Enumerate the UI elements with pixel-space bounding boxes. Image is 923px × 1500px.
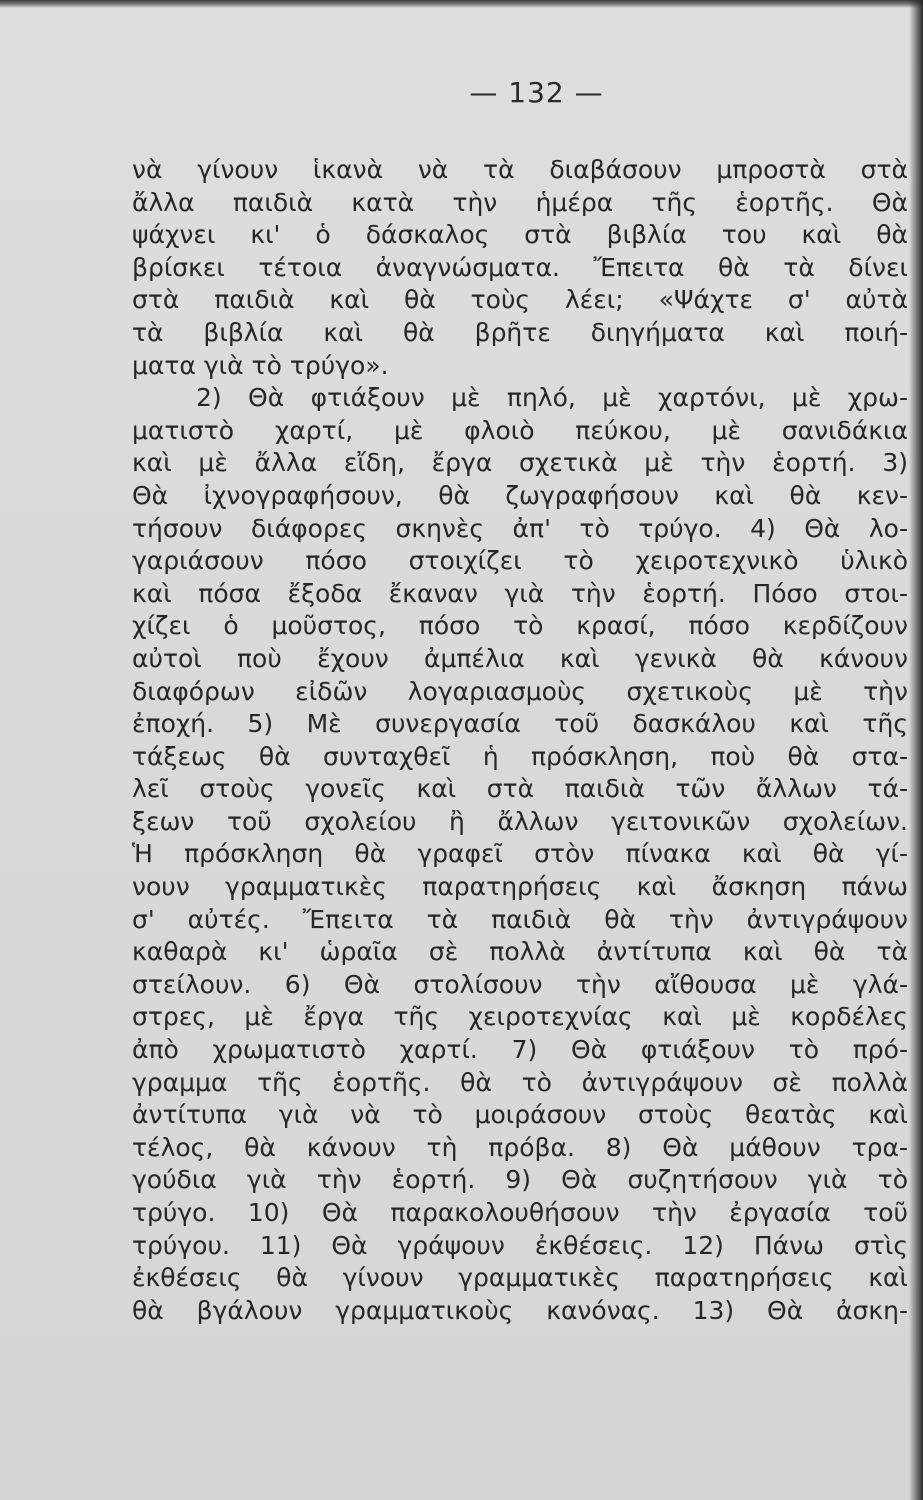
text-line: καὶ πόσα ἔξοδα ἔκαναν γιὰ τὴν ἑορτή. Πόσο στοι- (132, 578, 908, 608)
text-line: στὰ παιδιὰ καὶ θὰ τοὺς λέει; «Ψάχτε σ' αὐτὰ (132, 285, 908, 315)
text-line: ματιστὸ χαρτί, μὲ φλοιὸ πεύκου, μὲ σανιδάκια (132, 415, 908, 445)
text-line: αὐτοὶ ποὺ ἔχουν ἀμπέλια καὶ γενικὰ θὰ κάνουν (132, 643, 908, 673)
text-line: ξεων τοῦ σχολείου ἢ ἄλλων γειτονικῶν σχολείων. (132, 806, 908, 836)
text-line: ἀπὸ χρωματιστὸ χαρτί. 7) Θὰ φτιάξουν τὸ πρό- (132, 1035, 908, 1065)
text-line: διαφόρων εἰδῶν λογαριασμοὺς σχετικοὺς μὲ τὴν (132, 676, 908, 706)
text-line: νὰ γίνουν ἱκανὰ νὰ τὰ διαβάσουν μπροστὰ στὰ (132, 155, 908, 184)
text-line: Ἡ πρόσκληση θὰ γραφεῖ στὸν πίνακα καὶ θὰ γί- (132, 839, 908, 869)
text-line: θὰ βγάλουν γραμματικοὺς κανόνας. 13) Θὰ ἀσκη- (132, 1295, 908, 1325)
text-line: τρύγο. 10) Θὰ παρακολουθήσουν τὴν ἐργασία τοῦ (132, 1198, 908, 1227)
body-text (132, 154, 908, 1327)
text-line: τρύγου. 11) Θὰ γράψουν ἐκθέσεις. 12) Πάνω στὶς (132, 1230, 908, 1260)
text-line: τέλος, θὰ κάνουν τὴ πρόβα. 8) Θὰ μάθουν τρα- (132, 1132, 908, 1162)
text-line: ἐκθέσεις θὰ γίνουν γραμματικὲς παρατηρήσεις καὶ (132, 1263, 908, 1293)
text-line: ἄλλα παιδιὰ κατὰ τὴν ἡμέρα τῆς ἑορτῆς. Θὰ (132, 187, 908, 217)
text-line: τὰ βιβλία καὶ θὰ βρῆτε διηγήματα καὶ ποιή- (132, 317, 908, 347)
text-line: στείλουν. 6) Θὰ στολίσουν τὴν αἴθουσα μὲ γλά- (132, 969, 908, 999)
text-line: γούδια γιὰ τὴν ἑορτή. 9) Θὰ συζητήσουν γιὰ τὸ (132, 1165, 908, 1195)
text-line: 2) Θὰ φτιάξουν μὲ πηλό, μὲ χαρτόνι, μὲ χρω- (196, 383, 908, 413)
text-line: ψάχνει κι' ὁ δάσκαλος στὰ βιβλία του καὶ θὰ (132, 220, 908, 250)
text-line: καθαρὰ κι' ὡραῖα σὲ πολλὰ ἀντίτυπα καὶ θὰ τὰ (132, 937, 908, 967)
text-line: χίζει ὁ μοῦστος, πόσο τὸ κρασί, πόσο κερδίζουν (132, 611, 908, 641)
text-line: ἀντίτυπα γιὰ νὰ τὸ μοιράσουν στοὺς θεατὰς καὶ (132, 1100, 908, 1130)
text-line: ἐποχή. 5) Μὲ συνεργασία τοῦ δασκάλου καὶ τῆς (132, 709, 908, 739)
page-number: — 132 — (469, 76, 604, 109)
text-line: σ' αὐτές. Ἔπειτα τὰ παιδιὰ θὰ τὴν ἀντιγράψουν (132, 904, 908, 934)
text-line: γραμμα τῆς ἑορτῆς. θὰ τὸ ἀντιγράψουν σὲ πολλὰ (132, 1067, 908, 1097)
text-line: λεῖ στοὺς γονεῖς καὶ στὰ παιδιὰ τῶν ἄλλων τά- (132, 774, 908, 804)
page-top-shadow (0, 0, 923, 8)
page-right-shadow (909, 0, 923, 1500)
text-line: τήσουν διάφορες σκηνὲς ἀπ' τὸ τρύγο. 4) Θὰ λο- (132, 513, 908, 543)
text-line: καὶ μὲ ἄλλα εἴδη, ἔργα σχετικὰ μὲ τὴν ἑορτή. 3) (132, 448, 908, 478)
text-line: τάξεως θὰ συνταχθεῖ ἡ πρόσκληση, ποὺ θὰ στα- (132, 741, 908, 771)
text-line: Θὰ ἰχνογραφήσουν, θὰ ζωγραφήσουν καὶ θὰ κεν- (132, 480, 908, 510)
text-line: ματα γιὰ τὸ τρύγο». (132, 350, 389, 380)
text-line: γαριάσουν πόσο στοιχίζει τὸ χειροτεχνικὸ ὑλικὸ (132, 546, 908, 576)
text-line: στρες, μὲ ἔργα τῆς χειροτεχνίας καὶ μὲ κορδέλες (132, 1002, 908, 1032)
text-line: βρίσκει τέτοια ἀναγνώσματα. Ἔπειτα θὰ τὰ δίνει (132, 252, 908, 282)
text-line: νουν γραμματικὲς παρατηρήσεις καὶ ἄσκηση πάνω (132, 872, 908, 902)
